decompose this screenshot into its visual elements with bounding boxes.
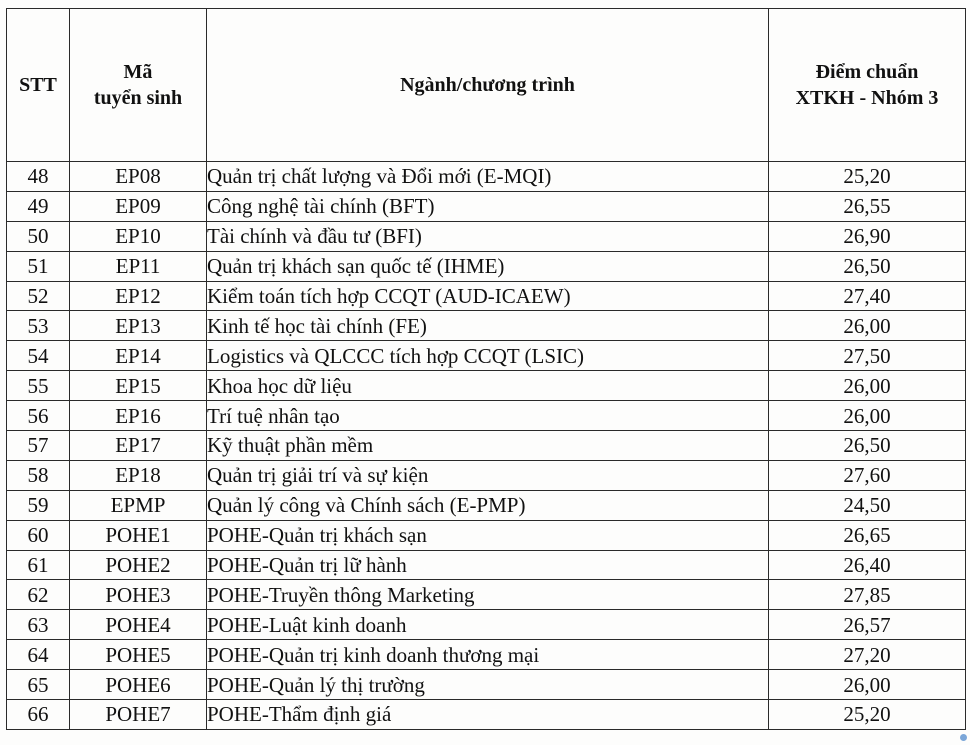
cell-stt: 50 <box>7 221 70 251</box>
cell-admission-code: EP12 <box>70 281 207 311</box>
table-row <box>7 490 966 520</box>
cell-cutoff-score: 26,00 <box>769 311 966 341</box>
cell-stt: 57 <box>7 431 70 461</box>
table-row <box>7 371 966 401</box>
cell-admission-code: EP13 <box>70 311 207 341</box>
cell-admission-code: POHE6 <box>70 670 207 700</box>
cell-program-name: Quản lý công và Chính sách (E-PMP) <box>207 490 769 520</box>
cell-admission-code: EP10 <box>70 221 207 251</box>
cell-cutoff-score: 25,20 <box>769 162 966 192</box>
cell-cutoff-score: 26,00 <box>769 401 966 431</box>
cell-stt: 66 <box>7 700 70 730</box>
cell-program-name: Kinh tế học tài chính (FE) <box>207 311 769 341</box>
cell-stt: 53 <box>7 311 70 341</box>
table-row <box>7 700 966 730</box>
cell-stt: 52 <box>7 281 70 311</box>
table-body <box>7 162 966 730</box>
header-stt: STT <box>7 9 70 162</box>
table-row <box>7 281 966 311</box>
cell-cutoff-score: 27,50 <box>769 341 966 371</box>
cell-program-name: Kiểm toán tích hợp CCQT (AUD-ICAEW) <box>207 281 769 311</box>
cell-cutoff-score: 26,00 <box>769 670 966 700</box>
cell-admission-code: EP09 <box>70 191 207 221</box>
cell-cutoff-score: 26,55 <box>769 191 966 221</box>
cell-program-name: Tài chính và đầu tư (BFI) <box>207 221 769 251</box>
table-row <box>7 610 966 640</box>
corner-dot-mark <box>960 734 967 741</box>
table-row <box>7 191 966 221</box>
table-row <box>7 670 966 700</box>
cell-cutoff-score: 26,50 <box>769 251 966 281</box>
table-row <box>7 640 966 670</box>
cell-cutoff-score: 26,65 <box>769 520 966 550</box>
cell-cutoff-score: 27,85 <box>769 580 966 610</box>
cell-admission-code: POHE2 <box>70 550 207 580</box>
table-row <box>7 431 966 461</box>
cell-admission-code: POHE5 <box>70 640 207 670</box>
cell-program-name: POHE-Quản trị kinh doanh thương mại <box>207 640 769 670</box>
cell-cutoff-score: 26,57 <box>769 610 966 640</box>
cell-program-name: Trí tuệ nhân tạo <box>207 401 769 431</box>
cell-cutoff-score: 26,00 <box>769 371 966 401</box>
cell-cutoff-score: 27,40 <box>769 281 966 311</box>
cell-program-name: Khoa học dữ liệu <box>207 371 769 401</box>
cell-stt: 63 <box>7 610 70 640</box>
cell-stt: 61 <box>7 550 70 580</box>
cell-stt: 51 <box>7 251 70 281</box>
cell-program-name: Logistics và QLCCC tích hợp CCQT (LSIC) <box>207 341 769 371</box>
table-row <box>7 221 966 251</box>
cell-cutoff-score: 27,20 <box>769 640 966 670</box>
cell-admission-code: EP17 <box>70 431 207 461</box>
cell-stt: 58 <box>7 460 70 490</box>
header-admission-code <box>70 9 207 162</box>
cell-program-name: Quản trị chất lượng và Đổi mới (E-MQI) <box>207 162 769 192</box>
table-row <box>7 341 966 371</box>
cell-stt: 62 <box>7 580 70 610</box>
cell-admission-code: EP18 <box>70 460 207 490</box>
table-row <box>7 580 966 610</box>
cell-program-name: POHE-Luật kinh doanh <box>207 610 769 640</box>
cell-stt: 54 <box>7 341 70 371</box>
cell-program-name: Quản trị khách sạn quốc tế (IHME) <box>207 251 769 281</box>
header-cutoff-score <box>769 9 966 162</box>
cell-stt: 49 <box>7 191 70 221</box>
header-admission-code-line2: tuyển sinh <box>93 87 183 109</box>
cell-program-name: POHE-Quản trị lữ hành <box>207 550 769 580</box>
cell-admission-code: EP15 <box>70 371 207 401</box>
table-row <box>7 162 966 192</box>
header-admission-code-line1: Mã <box>123 61 153 83</box>
table-row <box>7 460 966 490</box>
cell-admission-code: POHE7 <box>70 700 207 730</box>
table-header-row <box>7 9 966 162</box>
cell-admission-code: EPMP <box>70 490 207 520</box>
table-row <box>7 550 966 580</box>
cell-stt: 56 <box>7 401 70 431</box>
cell-program-name: Kỹ thuật phần mềm <box>207 431 769 461</box>
cell-cutoff-score: 26,90 <box>769 221 966 251</box>
header-cutoff-score-line1: Điểm chuẩn <box>815 61 919 83</box>
cell-admission-code: POHE3 <box>70 580 207 610</box>
cell-cutoff-score: 25,20 <box>769 700 966 730</box>
cell-program-name: POHE-Quản lý thị trường <box>207 670 769 700</box>
table-row <box>7 520 966 550</box>
cell-stt: 65 <box>7 670 70 700</box>
table-row <box>7 311 966 341</box>
admission-score-table <box>6 8 966 730</box>
header-program: Ngành/chương trình <box>207 9 769 162</box>
cell-program-name: POHE-Thẩm định giá <box>207 700 769 730</box>
cell-admission-code: POHE1 <box>70 520 207 550</box>
cell-program-name: Công nghệ tài chính (BFT) <box>207 191 769 221</box>
cell-admission-code: EP11 <box>70 251 207 281</box>
cell-cutoff-score: 26,40 <box>769 550 966 580</box>
cell-stt: 60 <box>7 520 70 550</box>
cell-program-name: Quản trị giải trí và sự kiện <box>207 460 769 490</box>
header-cutoff-score-line2: XTKH - Nhóm 3 <box>795 87 939 109</box>
cell-cutoff-score: 27,60 <box>769 460 966 490</box>
cell-stt: 48 <box>7 162 70 192</box>
cell-admission-code: POHE4 <box>70 610 207 640</box>
cell-admission-code: EP14 <box>70 341 207 371</box>
cell-cutoff-score: 26,50 <box>769 431 966 461</box>
table-row <box>7 401 966 431</box>
cell-cutoff-score: 24,50 <box>769 490 966 520</box>
cell-stt: 55 <box>7 371 70 401</box>
table-row <box>7 251 966 281</box>
cell-admission-code: EP16 <box>70 401 207 431</box>
cell-program-name: POHE-Quản trị khách sạn <box>207 520 769 550</box>
cell-stt: 59 <box>7 490 70 520</box>
cell-program-name: POHE-Truyền thông Marketing <box>207 580 769 610</box>
cell-admission-code: EP08 <box>70 162 207 192</box>
cell-stt: 64 <box>7 640 70 670</box>
